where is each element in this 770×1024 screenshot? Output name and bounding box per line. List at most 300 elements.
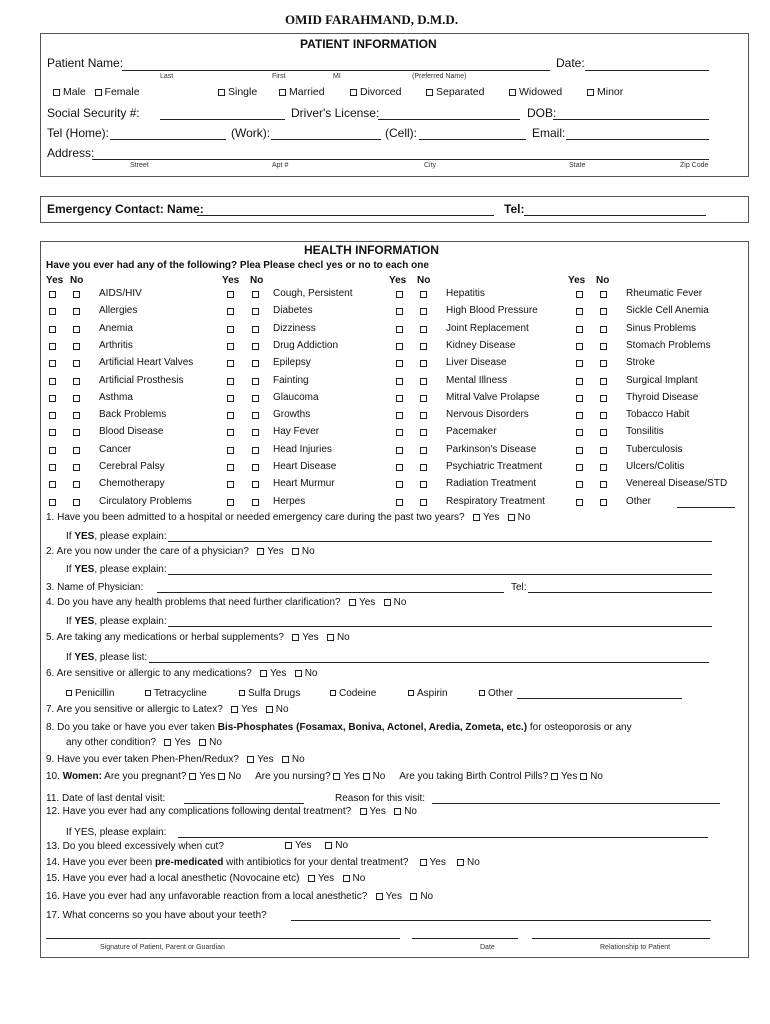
condition-no-checkbox[interactable] (73, 308, 80, 315)
condition-label: Glaucoma (273, 391, 319, 403)
yes-label: Yes (267, 546, 284, 557)
minor-checkbox[interactable] (587, 89, 594, 96)
sub-apt: Apt # (272, 162, 289, 169)
q8-cont: any other condition? Yes No (66, 737, 222, 748)
condition-yes-checkbox[interactable] (49, 429, 56, 436)
condition-no-checkbox[interactable] (600, 343, 607, 350)
date-caption: Date (480, 944, 495, 951)
condition-label: Artificial Heart Valves (99, 357, 194, 369)
condition-yes-checkbox[interactable] (49, 378, 56, 385)
marital-widowed (509, 86, 562, 98)
q6-no-checkbox[interactable] (295, 670, 302, 677)
q14-yes-checkbox[interactable] (420, 859, 427, 866)
separated-label: Separated (436, 86, 485, 98)
condition-yes-checkbox[interactable] (227, 499, 234, 506)
condition-label: Head Injuries (273, 443, 332, 455)
condition-yes-checkbox[interactable] (576, 464, 583, 471)
condition-label: Other (626, 495, 652, 507)
condition-label: Tuberculosis (626, 443, 683, 455)
emergency-tel-label: Tel: (504, 202, 525, 216)
condition-label: Back Problems (99, 409, 167, 421)
q16-no-checkbox[interactable] (410, 893, 417, 900)
condition-label: Stomach Problems (626, 339, 711, 351)
dob-label: DOB: (527, 106, 557, 120)
q4-text: 4. Do you have any health problems that need further clarification? (46, 597, 341, 608)
q12-explain-label: If YES, please explain: (66, 827, 167, 838)
sub-last: Last (160, 73, 174, 80)
condition-yes-checkbox[interactable] (396, 326, 403, 333)
patient-info-section (40, 33, 749, 177)
condition-label: Parkinson's Disease (446, 443, 537, 455)
q15-yes-checkbox[interactable] (308, 875, 315, 882)
condition-yes-checkbox[interactable] (49, 360, 56, 367)
penicillin-checkbox[interactable] (66, 690, 72, 696)
q3-tel-field[interactable] (528, 592, 712, 593)
condition-yes-checkbox[interactable] (576, 429, 583, 436)
condition-yes-checkbox[interactable] (396, 308, 403, 315)
q14-no-checkbox[interactable] (457, 859, 464, 866)
condition-label: Surgical Implant (626, 374, 698, 386)
condition-label: Cough, Persistent (273, 288, 353, 299)
condition-yes-checkbox[interactable] (576, 447, 583, 454)
other-allergy-field[interactable] (517, 698, 682, 699)
yes-label: Yes (270, 668, 287, 679)
no-header-2: No (250, 275, 264, 286)
condition-no-checkbox[interactable] (252, 360, 259, 367)
sub-preferred: (Preferred Name) (412, 73, 467, 80)
condition-no-checkbox[interactable] (420, 499, 427, 506)
condition-no-checkbox[interactable] (600, 308, 607, 315)
condition-label: Drug Addiction (273, 339, 339, 351)
condition-no-checkbox[interactable] (73, 429, 80, 436)
condition-no-checkbox[interactable] (252, 378, 259, 385)
condition-no-checkbox[interactable] (600, 378, 607, 385)
q12-no-checkbox[interactable] (394, 808, 401, 815)
sulfa-checkbox[interactable] (239, 690, 245, 696)
condition-label: Cerebral Palsy (99, 461, 165, 472)
condition-no-checkbox[interactable] (73, 464, 80, 471)
condition-yes-checkbox[interactable] (576, 308, 583, 315)
emergency-tel-field[interactable] (524, 215, 706, 216)
q7-yes-checkbox[interactable] (231, 706, 238, 713)
q17-field[interactable] (291, 920, 711, 921)
q12-explain-field[interactable] (178, 837, 708, 838)
yes-label: Yes (257, 754, 274, 765)
condition-label: Rheumatic Fever (626, 288, 703, 299)
condition-yes-checkbox[interactable] (49, 291, 56, 298)
condition-yes-checkbox[interactable] (227, 412, 234, 419)
aspirin-checkbox[interactable] (408, 690, 414, 696)
condition-yes-checkbox[interactable] (576, 291, 583, 298)
tel-home-label: Tel (Home): (47, 126, 110, 140)
condition-yes-checkbox[interactable] (576, 378, 583, 385)
no-label: No (304, 668, 318, 679)
email-label: Email: (532, 126, 566, 140)
condition-label: Thyroid Disease (626, 391, 699, 403)
condition-yes-checkbox[interactable] (576, 326, 583, 333)
condition-label: Circulatory Problems (99, 495, 192, 507)
condition-label: Blood Disease (99, 426, 164, 438)
condition-label: Fainting (273, 374, 309, 386)
condition-label: High Blood Pressure (446, 305, 538, 317)
tel-home-field[interactable] (110, 139, 226, 140)
q5-no-checkbox[interactable] (327, 634, 334, 641)
q1-yes-checkbox[interactable] (473, 514, 480, 521)
q13-no-checkbox[interactable] (325, 842, 332, 849)
q5 (46, 632, 350, 643)
condition-yes-checkbox[interactable] (576, 395, 583, 402)
condition-yes-checkbox[interactable] (227, 308, 234, 315)
other-condition-field[interactable] (677, 507, 735, 508)
condition-no-checkbox[interactable] (252, 412, 259, 419)
q10-pregnant-yes[interactable] (189, 773, 196, 780)
q5-list-label: If YES, please list: (66, 652, 148, 663)
condition-no-checkbox[interactable] (252, 429, 259, 436)
q15-text: 15. Have you ever had a local anesthetic (Novocaine etc) (46, 873, 300, 884)
q2-text: 2. Are you now under the care of a physician? (46, 546, 249, 557)
tel-cell-field[interactable] (419, 139, 526, 140)
dl-field[interactable] (378, 119, 520, 120)
condition-no-checkbox[interactable] (420, 395, 427, 402)
condition-label: Nervous Disorders (446, 409, 529, 421)
sub-mi: MI (333, 73, 341, 80)
condition-label: Tonsilitis (626, 426, 664, 438)
q1-explain-field[interactable] (168, 541, 712, 542)
married-checkbox[interactable] (279, 89, 286, 96)
q8: 8. Do you take or have you ever taken Bis-Phosphates (Fosamax, Boniva, Actonel, Aredia, Zometa, etc.) for osteoporosis or any (46, 722, 632, 733)
condition-yes-checkbox[interactable] (576, 499, 583, 506)
condition-label: Heart Murmur (273, 478, 335, 490)
no-label: No (336, 632, 350, 643)
condition-yes-checkbox[interactable] (396, 499, 403, 506)
q4 (46, 597, 406, 608)
q2-no-checkbox[interactable] (292, 548, 299, 555)
tel-cell-label: (Cell): (385, 126, 417, 140)
condition-no-checkbox[interactable] (252, 447, 259, 454)
yes-label: Yes (369, 806, 386, 817)
q2-explain-label: If YES, please explain: (66, 564, 167, 575)
q5-yes-checkbox[interactable] (292, 634, 299, 641)
condition-label: Hepatitis (446, 288, 485, 299)
q4-no-checkbox[interactable] (384, 599, 391, 606)
condition-no-checkbox[interactable] (420, 360, 427, 367)
male-label: Male (63, 86, 86, 98)
q8-no-checkbox[interactable] (199, 739, 206, 746)
condition-no-checkbox[interactable] (600, 447, 607, 454)
condition-no-checkbox[interactable] (73, 360, 80, 367)
condition-label: Epilepsy (273, 357, 311, 369)
q7-text: 7. Are you sensitive or allergic to Latex? (46, 704, 223, 715)
condition-yes-checkbox[interactable] (227, 360, 234, 367)
widowed-checkbox[interactable] (509, 89, 516, 96)
condition-no-checkbox[interactable] (600, 429, 607, 436)
condition-no-checkbox[interactable] (252, 481, 259, 488)
condition-no-checkbox[interactable] (600, 326, 607, 333)
condition-no-checkbox[interactable] (420, 308, 427, 315)
condition-no-checkbox[interactable] (252, 308, 259, 315)
condition-no-checkbox[interactable] (73, 412, 80, 419)
q3-physician-field[interactable] (157, 592, 504, 593)
q10-bc-yes[interactable] (551, 773, 558, 780)
q4-yes-checkbox[interactable] (349, 599, 356, 606)
condition-yes-checkbox[interactable] (576, 412, 583, 419)
tetracycline-checkbox[interactable] (145, 690, 151, 696)
allergy-tetracycline: Tetracycline (145, 688, 207, 699)
condition-yes-checkbox[interactable] (227, 395, 234, 402)
q3-label: 3. Name of Physician: (46, 582, 144, 593)
no-label: No (393, 597, 407, 608)
condition-no-checkbox[interactable] (600, 360, 607, 367)
q1-no-checkbox[interactable] (508, 514, 515, 521)
codeine-checkbox[interactable] (330, 690, 336, 696)
emergency-name-field[interactable] (197, 215, 494, 216)
patient-name-field[interactable] (122, 70, 550, 71)
tel-work-field[interactable] (271, 139, 381, 140)
condition-yes-checkbox[interactable] (49, 481, 56, 488)
allergy-codeine: Codeine (330, 688, 376, 699)
condition-no-checkbox[interactable] (420, 412, 427, 419)
condition-yes-checkbox[interactable] (396, 291, 403, 298)
q15-no-checkbox[interactable] (343, 875, 350, 882)
q13-yes-checkbox[interactable] (285, 842, 292, 849)
condition-yes-checkbox[interactable] (396, 360, 403, 367)
no-label: No (275, 704, 289, 715)
marital-divorced (350, 86, 401, 98)
condition-yes-checkbox[interactable] (396, 447, 403, 454)
condition-no-checkbox[interactable] (420, 464, 427, 471)
condition-yes-checkbox[interactable] (396, 464, 403, 471)
condition-no-checkbox[interactable] (73, 326, 80, 333)
signature-date-field[interactable] (412, 938, 518, 939)
yes-header-3: Yes (389, 275, 407, 286)
condition-yes-checkbox[interactable] (396, 343, 403, 350)
signature-caption: Signature of Patient, Parent or Guardian (100, 944, 225, 951)
condition-no-checkbox[interactable] (73, 395, 80, 402)
health-instruction: Have you ever had any of the following? Plea Please checl yes or no to each one (46, 260, 429, 271)
address-field[interactable] (92, 159, 709, 160)
dob-field[interactable] (553, 119, 709, 120)
patient-name-label: Patient Name: (47, 56, 124, 70)
q15: 15. Have you ever had a local anesthetic (Novocaine etc) Yes No (46, 873, 366, 884)
condition-yes-checkbox[interactable] (396, 378, 403, 385)
condition-label: Asthma (99, 391, 133, 403)
male-checkbox[interactable] (53, 89, 60, 96)
q12-text: 12. Have you ever had any complications following dental treatment? (46, 806, 352, 817)
condition-label: Radiation Treatment (446, 478, 537, 490)
tel-work-label: (Work): (231, 126, 271, 140)
q12-yes-checkbox[interactable] (360, 808, 367, 815)
condition-no-checkbox[interactable] (73, 447, 80, 454)
doctor-name: OMID FARAHMAND, D.M.D. (285, 12, 459, 27)
condition-label: Liver Disease (446, 357, 507, 369)
ssn-field[interactable] (160, 119, 285, 120)
divorced-checkbox[interactable] (350, 89, 357, 96)
q3-tel-label: Tel: (511, 582, 527, 593)
q7-no-checkbox[interactable] (266, 706, 273, 713)
female-checkbox[interactable] (95, 89, 102, 96)
q2-yes-checkbox[interactable] (257, 548, 264, 555)
marital-married (279, 86, 325, 98)
condition-yes-checkbox[interactable] (227, 447, 234, 454)
female-label: Female (104, 86, 140, 98)
q10-nursing-no[interactable] (363, 773, 370, 780)
condition-yes-checkbox[interactable] (227, 291, 234, 298)
condition-yes-checkbox[interactable] (227, 343, 234, 350)
q10: 10. Women: Are you pregnant? Yes No Are you nursing? Yes No Are you taking Birth Control Pills? Yes No (46, 771, 603, 782)
sub-city: City (424, 162, 437, 169)
divorced-label: Divorced (360, 86, 402, 98)
dl-label: Driver's License: (291, 106, 380, 120)
no-header-4: No (596, 275, 610, 286)
health-title: HEALTH INFORMATION (304, 243, 439, 257)
q6-yes-checkbox[interactable] (260, 670, 267, 677)
condition-no-checkbox[interactable] (420, 429, 427, 436)
condition-no-checkbox[interactable] (252, 326, 259, 333)
q9-yes-checkbox[interactable] (247, 756, 254, 763)
condition-no-checkbox[interactable] (73, 378, 80, 385)
q13-options: Yes No (285, 840, 348, 851)
condition-no-checkbox[interactable] (600, 481, 607, 488)
marital-minor (587, 86, 623, 98)
q4-explain-field[interactable] (168, 626, 712, 627)
q16: 16. Have you ever had any unfavorable reaction from a local anesthetic? Yes No (46, 891, 434, 902)
condition-no-checkbox[interactable] (420, 481, 427, 488)
condition-yes-checkbox[interactable] (576, 343, 583, 350)
condition-no-checkbox[interactable] (600, 395, 607, 402)
condition-no-checkbox[interactable] (252, 464, 259, 471)
condition-yes-checkbox[interactable] (396, 412, 403, 419)
condition-yes-checkbox[interactable] (49, 308, 56, 315)
no-label: No (209, 737, 222, 748)
q13-text: 13. Do you bleed excessively when cut? (46, 841, 224, 852)
condition-label: Mental Illness (446, 374, 508, 386)
condition-yes-checkbox[interactable] (227, 464, 234, 471)
condition-label: Hay Fever (273, 426, 320, 438)
condition-label: Stroke (626, 357, 655, 369)
condition-no-checkbox[interactable] (73, 481, 80, 488)
other-allergy-checkbox[interactable] (479, 690, 485, 696)
condition-yes-checkbox[interactable] (49, 343, 56, 350)
q10-bc-no[interactable] (580, 773, 587, 780)
q8-yes-checkbox[interactable] (164, 739, 171, 746)
condition-no-checkbox[interactable] (420, 378, 427, 385)
condition-label: Artificial Prosthesis (99, 374, 184, 386)
sub-first: First (272, 73, 286, 80)
separated-checkbox[interactable] (426, 89, 433, 96)
condition-yes-checkbox[interactable] (396, 429, 403, 436)
condition-no-checkbox[interactable] (73, 291, 80, 298)
condition-yes-checkbox[interactable] (49, 326, 56, 333)
single-label: Single (228, 86, 258, 98)
yes-label: Yes (358, 597, 376, 608)
allergy-other: Other (479, 688, 513, 699)
q16-text: 16. Have you ever had any unfavorable reaction from a local anesthetic? (46, 891, 368, 902)
q10-nursing-yes[interactable] (333, 773, 340, 780)
condition-no-checkbox[interactable] (420, 291, 427, 298)
condition-no-checkbox[interactable] (73, 343, 80, 350)
q5-text: 5. Are taking any medications or herbal supplements? (46, 632, 284, 643)
yes-header-1: Yes (46, 275, 64, 286)
q11-date-field[interactable] (184, 803, 304, 804)
q11-label: 11. Date of last dental visit: (46, 793, 166, 804)
sub-zip: Zip Code (680, 162, 709, 169)
condition-label: Heart Disease (273, 461, 337, 472)
condition-label: Mitral Valve Prolapse (446, 391, 540, 403)
relationship-field[interactable] (532, 938, 710, 939)
condition-yes-checkbox[interactable] (227, 326, 234, 333)
condition-yes-checkbox[interactable] (396, 481, 403, 488)
q2-explain-field[interactable] (168, 574, 712, 575)
condition-no-checkbox[interactable] (600, 412, 607, 419)
condition-label: Respiratory Treatment (446, 495, 545, 507)
condition-no-checkbox[interactable] (600, 291, 607, 298)
q11-reason-field[interactable] (432, 803, 720, 804)
date-field[interactable] (585, 70, 709, 71)
condition-no-checkbox[interactable] (420, 326, 427, 333)
condition-no-checkbox[interactable] (600, 464, 607, 471)
condition-no-checkbox[interactable] (252, 343, 259, 350)
q1-explain-label: If YES, please explain: (66, 531, 167, 542)
q1-text: 1. Have you been admitted to a hospital or needed emergency care during the past two years? (46, 512, 465, 523)
married-label: Married (289, 86, 325, 98)
condition-no-checkbox[interactable] (420, 343, 427, 350)
patient-info-title: PATIENT INFORMATION (300, 37, 437, 51)
condition-label: AIDS/HIV (99, 288, 142, 299)
ssn-label: Social Security #: (47, 106, 140, 120)
no-label: No (404, 806, 417, 817)
single-checkbox[interactable] (218, 89, 225, 96)
condition-no-checkbox[interactable] (73, 499, 80, 506)
q9-text: 9. Have you ever taken Phen-Phen/Redux? (46, 754, 239, 765)
signature-field[interactable] (46, 938, 400, 939)
q6 (46, 668, 317, 679)
condition-yes-checkbox[interactable] (49, 447, 56, 454)
condition-no-checkbox[interactable] (252, 499, 259, 506)
condition-yes-checkbox[interactable] (227, 481, 234, 488)
condition-yes-checkbox[interactable] (49, 412, 56, 419)
condition-label: Diabetes (273, 305, 313, 317)
condition-label: Pacemaker (446, 426, 497, 438)
condition-yes-checkbox[interactable] (49, 395, 56, 402)
condition-no-checkbox[interactable] (600, 499, 607, 506)
condition-no-checkbox[interactable] (420, 447, 427, 454)
emergency-name-label: Emergency Contact: Name: (47, 202, 204, 216)
condition-yes-checkbox[interactable] (396, 395, 403, 402)
condition-label: Anemia (99, 322, 133, 334)
condition-label: Herpes (273, 495, 306, 507)
yes-label: Yes (302, 632, 319, 643)
email-field[interactable] (566, 139, 709, 140)
condition-label: Allergies (99, 305, 138, 317)
condition-yes-checkbox[interactable] (49, 499, 56, 506)
yes-header-4: Yes (568, 275, 586, 286)
condition-label: Tobacco Habit (626, 409, 690, 421)
q5-list-field[interactable] (149, 662, 709, 663)
q10-pregnant-no[interactable] (218, 773, 225, 780)
condition-yes-checkbox[interactable] (227, 429, 234, 436)
condition-yes-checkbox[interactable] (227, 378, 234, 385)
no-label: No (517, 512, 531, 523)
q16-yes-checkbox[interactable] (376, 893, 383, 900)
sex-options (53, 86, 140, 98)
condition-label: Venereal Disease/STD (626, 478, 728, 490)
condition-no-checkbox[interactable] (252, 395, 259, 402)
condition-yes-checkbox[interactable] (576, 360, 583, 367)
q9-no-checkbox[interactable] (282, 756, 289, 763)
condition-yes-checkbox[interactable] (49, 464, 56, 471)
condition-yes-checkbox[interactable] (576, 481, 583, 488)
condition-no-checkbox[interactable] (252, 291, 259, 298)
